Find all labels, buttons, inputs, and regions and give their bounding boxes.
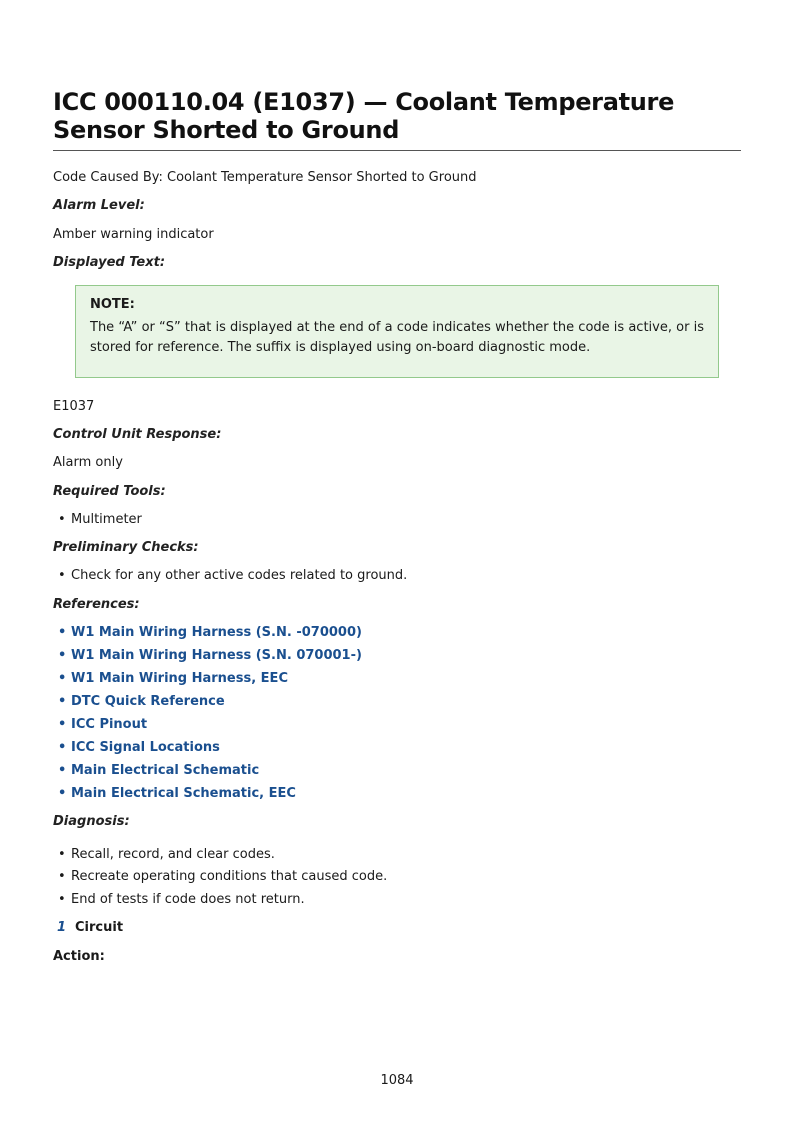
note-title: NOTE:	[90, 297, 135, 312]
reference-link[interactable]: • W1 Main Wiring Harness, EEC	[71, 670, 288, 688]
step-title: Circuit	[75, 920, 124, 935]
required-tools-label: Required Tools:	[53, 484, 166, 499]
reference-link[interactable]: • W1 Main Wiring Harness (S.N. 070001-)	[71, 647, 362, 665]
note-body: The “A” or “S” that is displayed at the end of a code indicates whether the code is active, or is stored for reference. The suffix is displayed using on-board diagnostic mode.	[90, 320, 704, 355]
list-item: • Multimeter	[71, 511, 142, 529]
list-item: • Check for any other active codes related to ground.	[71, 567, 407, 585]
reference-link[interactable]: • Main Electrical Schematic	[71, 762, 259, 780]
title-divider	[53, 150, 741, 151]
list-item: • Recreate operating conditions that caused code.	[71, 868, 387, 886]
references-label: References:	[53, 597, 140, 612]
alarm-level-label: Alarm Level:	[53, 198, 145, 213]
reference-link[interactable]: • ICC Pinout	[71, 716, 147, 734]
action-label: Action:	[53, 949, 105, 964]
page-title: ICC 000110.04 (E1037) — Coolant Temperature Sensor Shorted to Ground	[53, 88, 675, 144]
list-item: • End of tests if code does not return.	[71, 891, 305, 909]
control-unit-response-value: Alarm only	[53, 455, 123, 470]
reference-link[interactable]: • W1 Main Wiring Harness (S.N. -070000)	[71, 624, 362, 642]
reference-link[interactable]: • DTC Quick Reference	[71, 693, 225, 711]
code-caused-by: Code Caused By: Coolant Temperature Sensor Shorted to Ground	[53, 170, 477, 185]
alarm-level-value: Amber warning indicator	[53, 227, 214, 242]
displayed-text-label: Displayed Text:	[53, 255, 166, 270]
step-number: 1	[57, 920, 67, 935]
displayed-text-value: E1037	[53, 399, 95, 414]
control-unit-response-label: Control Unit Response:	[53, 427, 222, 442]
diagnosis-label: Diagnosis:	[53, 814, 130, 829]
reference-link[interactable]: • Main Electrical Schematic, EEC	[71, 785, 296, 803]
preliminary-checks-label: Preliminary Checks:	[53, 540, 199, 555]
page-number: 1084	[380, 1073, 414, 1088]
reference-link[interactable]: • ICC Signal Locations	[71, 739, 220, 757]
note-box	[75, 285, 719, 378]
list-item: • Recall, record, and clear codes.	[71, 846, 275, 864]
